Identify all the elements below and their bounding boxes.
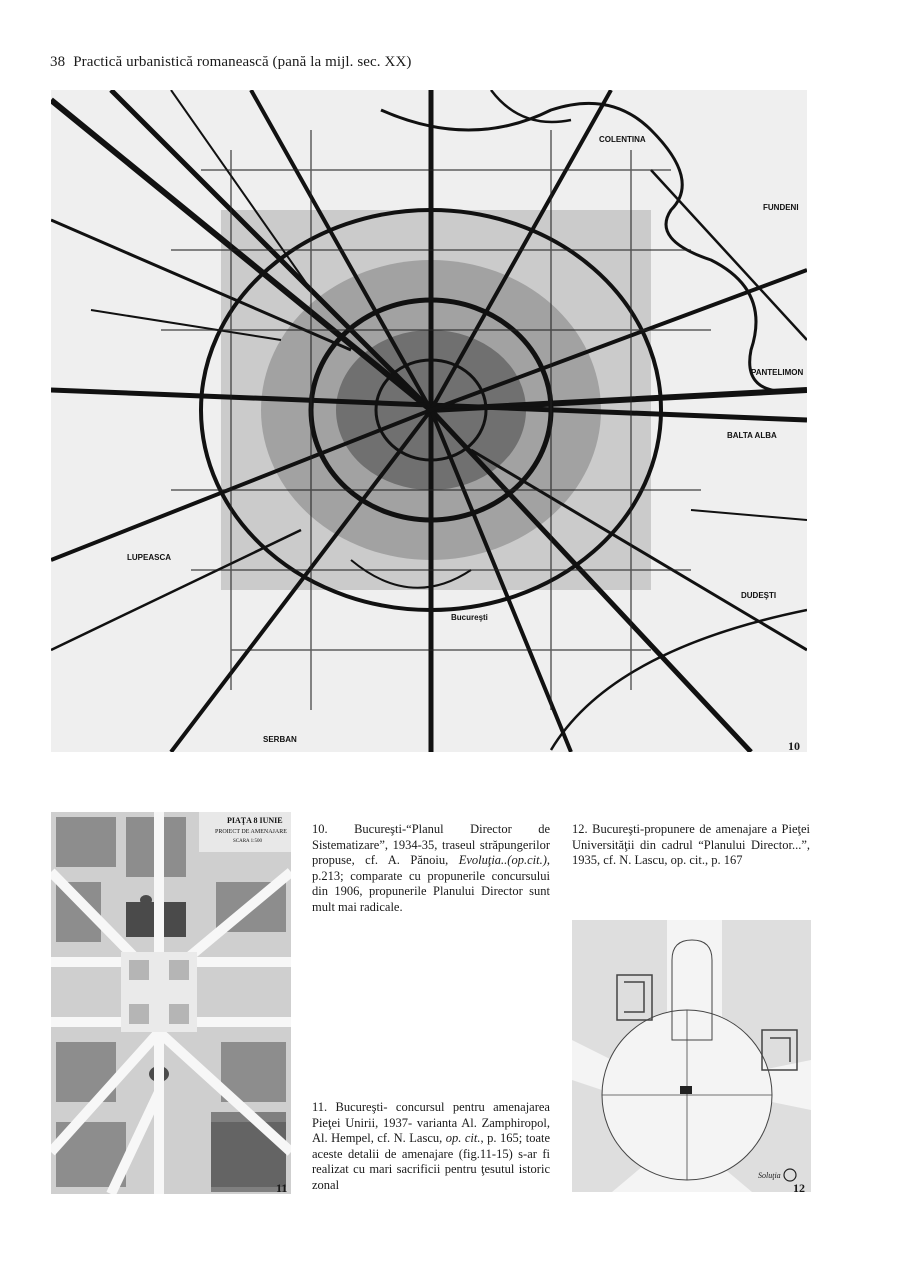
map-label-serban: SERBAN — [263, 735, 297, 744]
figure-10-number: 10 — [788, 739, 800, 753]
figure-12-number: 12 — [793, 1181, 805, 1195]
map-label-bucuresti: Bucureşti — [451, 613, 488, 622]
map-label-pantelimon: PANTELIMON — [751, 368, 804, 377]
figure-12-square-sketch — [572, 920, 811, 1192]
caption-italic: Evoluţia..(op.cit.) — [458, 853, 547, 867]
caption-figure-11: 11. Bucureşti- concursul pentru amenajarea Pieţei Unirii, 1937- varianta Al. Zamphiropol, Al. Hempel, cf. N. Lascu, op. cit., p. 165; toate aceste detalii de amenajare (fig.11-15) s-ar fi realizat cu mari sacrificii pentru ţesutul istoric zonal — [312, 1100, 551, 1192]
plan-scale: SCARA 1:500 — [233, 839, 263, 844]
sketch-label: Soluţia — [758, 1171, 781, 1180]
map-label-balta-alba: BALTA ALBA — [727, 431, 777, 440]
figure-10-city-map — [51, 90, 807, 752]
running-header — [50, 54, 411, 71]
map-label-colentina: COLENTINA — [599, 135, 646, 144]
figure-11-number: 11 — [276, 1181, 288, 1195]
map-label-fundeni: FUNDENI — [763, 203, 799, 212]
page-number: 38 — [50, 54, 66, 70]
map-label-dudesti: DUDEŞTI — [741, 591, 777, 600]
caption-figure-10: 10. Bucureşti-“Planul Director de Sistematizare”, 1934-35, traseul străpungerilor propuse, cf. A. Pănoiu, Evoluţia..(op.cit.), p.213; comparate cu propunerile concursului din 1906, propunerile Planului Director sunt mult mai radicale. — [312, 822, 550, 914]
plan-title: PIAŢA 8 IUNIE — [227, 816, 283, 825]
plan-subtitle: PROIECT DE AMENAJARE — [215, 829, 287, 835]
caption-italic: op. cit. — [445, 1131, 481, 1145]
caption-figure-12: 12. Bucureşti-propunere de amenajare a Pieţei Universităţii din cadrul “Planului Director...”, 1935, cf. N. Lascu, op. cit., p. 167 — [572, 822, 810, 867]
square-plan-drawing — [51, 812, 291, 1194]
map-label-lupeasca: LUPEASCA — [127, 553, 172, 562]
square-sketch-drawing — [572, 920, 811, 1192]
figure-11-square-plan — [51, 812, 291, 1194]
running-title: Practică urbanistică romanească (pană la mijl. sec. XX) — [73, 54, 412, 70]
city-map-drawing — [51, 90, 807, 752]
